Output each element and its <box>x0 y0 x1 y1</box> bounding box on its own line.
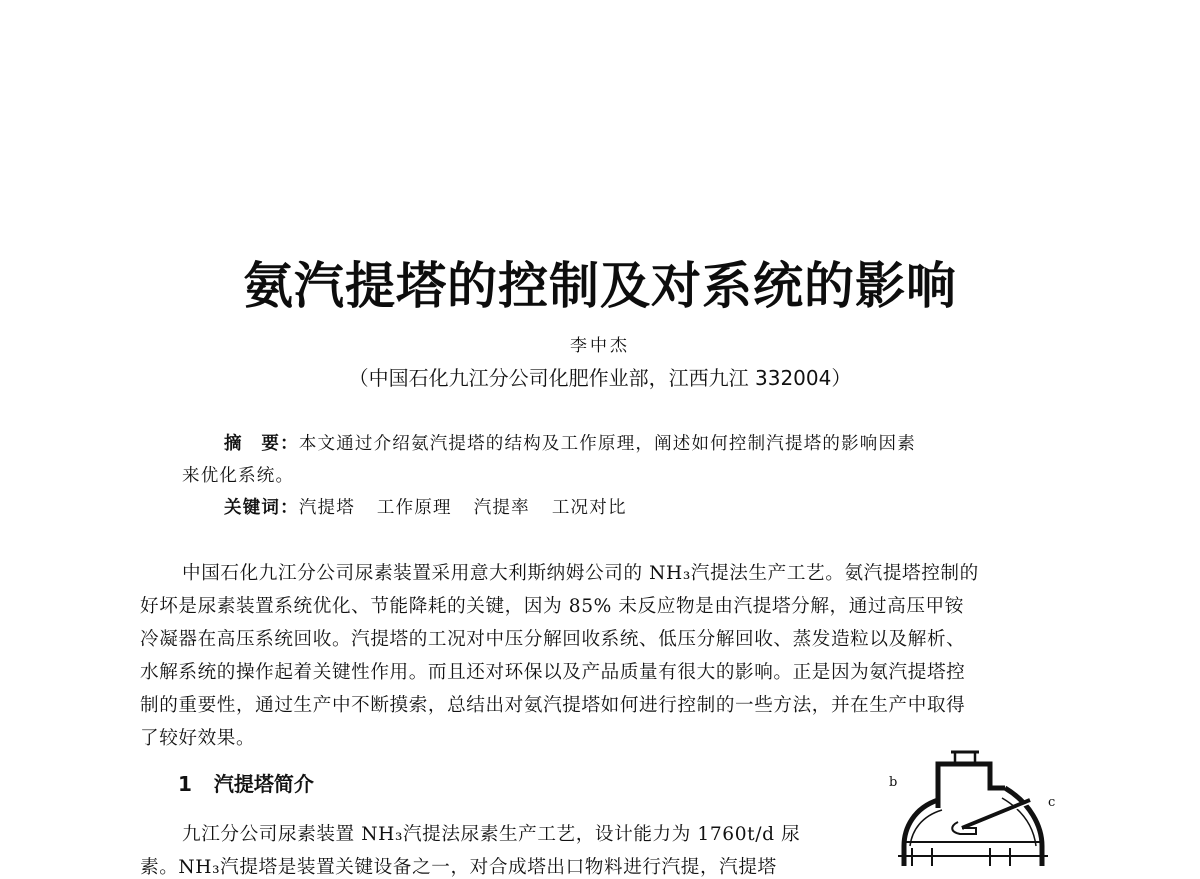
body-text-line: 素。NH₃汽提塔是装置关键设备之一，对合成塔出口物料进行汽提，汽提塔 <box>140 857 777 878</box>
body-text-line: 制的重要性，通过生产中不断摸索，总结出对氨汽提塔如何进行控制的一些方法，并在生产中取得 <box>140 695 966 716</box>
keyword: 汽提率 <box>473 498 530 518</box>
section-heading <box>178 768 314 797</box>
keywords-line <box>224 494 627 519</box>
body-text-line: 水解系统的操作起着关键性作用。而且还对环保以及产品质量有很大的影响。正是因为氨汽提塔控 <box>140 662 966 683</box>
body-text-line: 冷凝器在高压系统回收。汽提塔的工况对中压分解回收系统、低压分解回收、蒸发造粒以及解析、 <box>140 629 966 650</box>
keyword: 工况对比 <box>551 498 627 518</box>
abstract-label: 摘 要： <box>224 434 299 454</box>
keywords-label: 关键词： <box>224 498 299 518</box>
keyword: 汽提塔 <box>298 498 355 518</box>
abstract-text-line: 本文通过介绍氨汽提塔的结构及工作原理，阐述如何控制汽提塔的影响因素 <box>298 434 916 454</box>
inlet-pipe <box>962 800 1030 828</box>
author-affiliation: （中国石化九江分公司化肥作业部，江西九江 332004） <box>348 366 852 390</box>
column-neck <box>938 764 1005 808</box>
body-text-line: 了较好效果。 <box>140 728 256 749</box>
author-name: 李中杰 <box>570 336 630 356</box>
section-number: 1 <box>178 772 192 796</box>
figure-label-b: b <box>889 775 898 790</box>
stripper-diagram <box>880 748 1100 866</box>
keyword: 工作原理 <box>376 498 452 518</box>
body-text-line: 好坏是尿素装置系统优化、节能降耗的关键，因为 85% 未反应物是由汽提塔分解，通过高压甲铵 <box>140 596 964 617</box>
page-title: 氨汽提塔的控制及对系统的影响 <box>243 257 957 315</box>
abstract-first-line <box>224 430 916 455</box>
body-text-line: 中国石化九江分公司尿素装置采用意大利斯纳姆公司的 NH₃汽提法生产工艺。氨汽提塔控制的 <box>182 563 979 584</box>
section-title: 汽提塔简介 <box>213 772 314 796</box>
body-text-line: 九江分公司尿素装置 NH₃汽提法尿素生产工艺，设计能力为 1760t/d 尿 <box>182 824 801 845</box>
figure-label-c: c <box>1048 795 1056 810</box>
abstract-text-line: 来优化系统。 <box>182 466 295 486</box>
